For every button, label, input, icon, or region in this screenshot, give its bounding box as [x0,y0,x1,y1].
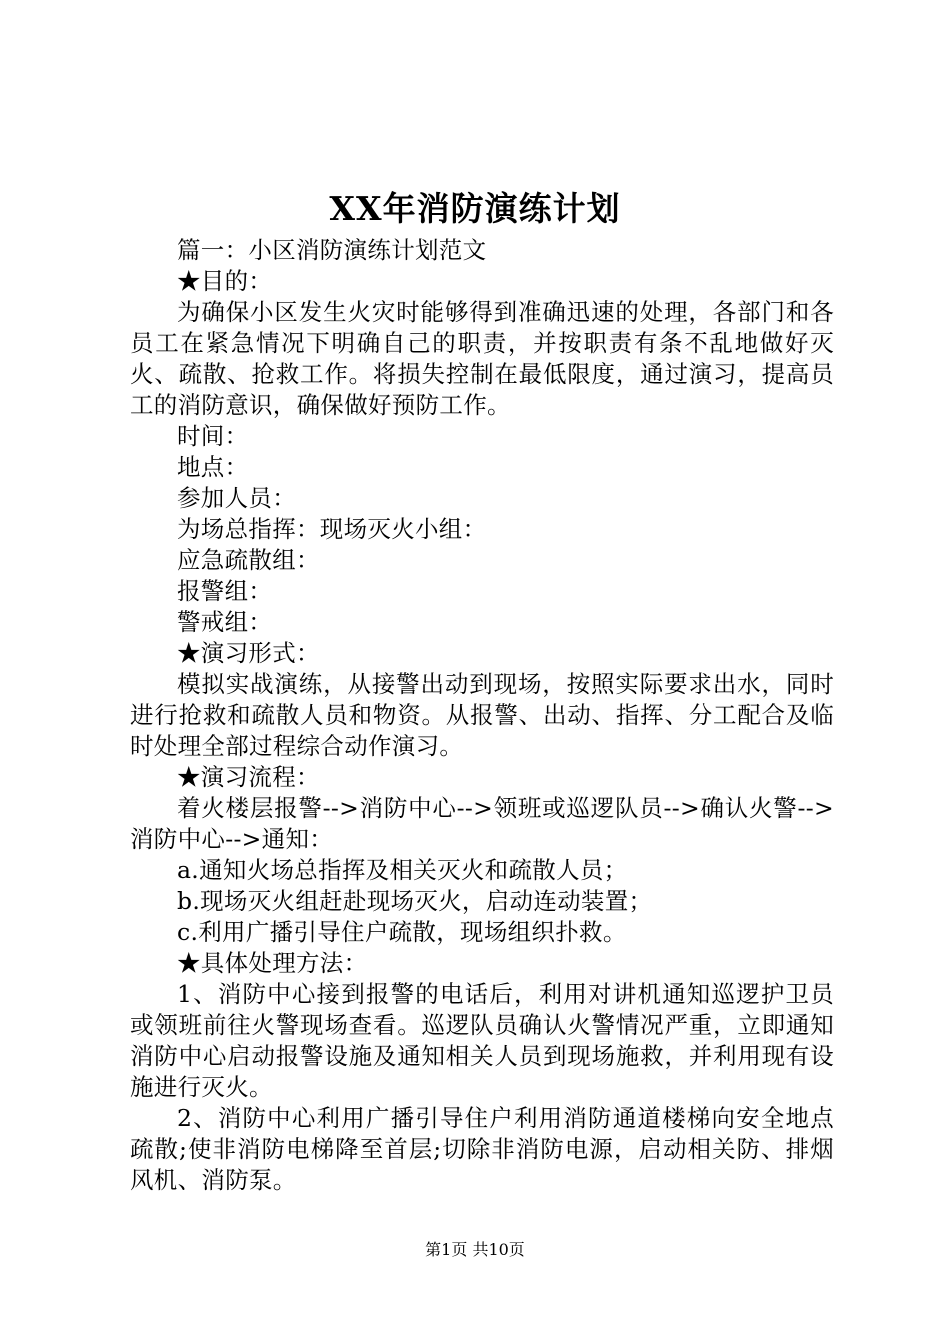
item-heading: ★目的： [177,267,273,295]
paragraph: 模拟实战演练，从接警出动到现场，按照实际要求出水，同时进行抢救和疏散人员和物资。从报警、出动、指挥、分工配合及临时处理全部过程综合动作演习。 [130,670,834,760]
section-heading: 篇一：小区消防演练计划范文 [177,236,487,264]
field-line: 为场总指挥：现场灭火小组： [177,515,487,543]
paragraph: 为确保小区发生火灾时能够得到准确迅速的处理，各部门和各员工在紧急情况下明确自己的职责，并按职责有条不乱地做好灭火、疏散、抢救工作。将损失控制在最低限度，通过演习，提高员工的消防意识，确保做好预防工作。 [130,298,834,419]
list-item: a.通知火场总指挥及相关灭火和疏散人员； [177,856,628,884]
document-body [130,235,834,1196]
field-line: 时间： [177,422,249,450]
field-line: 参加人员： [177,484,296,512]
field-line: 警戒组： [177,608,273,636]
page-footer: 第1页 共10页 [425,1240,525,1259]
paragraph: 2、消防中心利用广播引导住户利用消防通道楼梯向安全地点疏散;使非消防电梯降至首层;切除非消防电源，启动相关防、排烟风机、消防泵。 [130,1104,834,1194]
list-item: b.现场灭火组赶赴现场灭火，启动连动装置； [177,887,653,915]
list-item: c.利用广播引导住户疏散，现场组织扑救。 [177,918,627,946]
item-heading: ★具体处理方法： [177,949,368,977]
paragraph: 着火楼层报警-->消防中心-->领班或巡逻队员-->确认火警-->消防中心-->通知： [130,794,834,853]
paragraph: 1、消防中心接到报警的电话后，利用对讲机通知巡逻护卫员或领班前往火警现场查看。巡逻队员确认火警情况严重，立即通知消防中心启动报警设施及通知相关人员到现场施救，并利用现有设施进行灭火。 [130,980,834,1101]
item-heading: ★演习流程： [177,763,320,791]
field-line: 报警组： [177,577,273,605]
field-line: 应急疏散组： [177,546,320,574]
document-title: XX年消防演练计划 [329,189,621,228]
item-heading: ★演习形式： [177,639,320,667]
field-line: 地点： [177,453,249,481]
